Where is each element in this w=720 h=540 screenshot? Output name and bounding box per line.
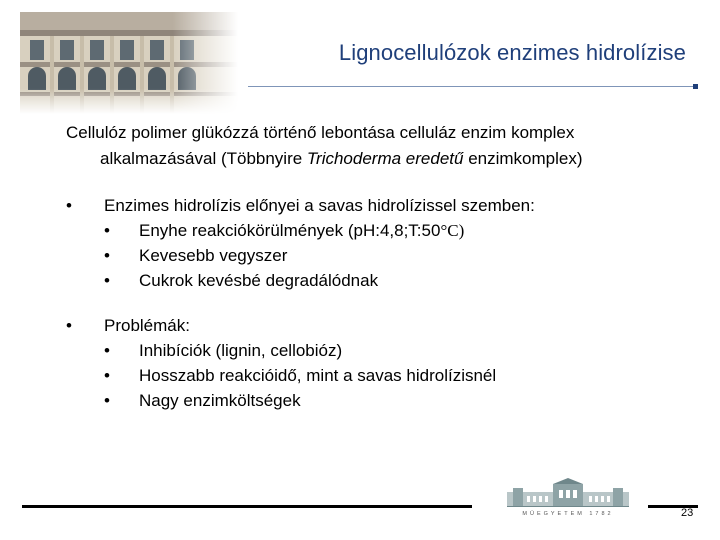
university-logo (503, 478, 633, 518)
sub-bullet-marker: • (104, 391, 110, 410)
sub-bullet-marker: • (104, 341, 110, 360)
sub-bullet-marker: • (104, 271, 110, 290)
footer-divider-left (22, 505, 472, 508)
title-divider (248, 86, 693, 87)
bullet-marker: • (66, 316, 72, 335)
sub-bullet-marker: • (104, 246, 110, 265)
sub-bullet-text-a: Enyhe reakciókörülmények (p (139, 221, 363, 240)
sub-bullet-text (139, 218, 464, 243)
intro-line-2 (66, 146, 696, 172)
sub-bullet-text: Inhibíciók (lignin, cellobióz) (139, 341, 343, 360)
title-divider-end (693, 84, 698, 89)
bullet-text: Enzimes hidrolízis előnyei a savas hidrolízissel szemben: (104, 196, 535, 215)
bullet-problems (66, 313, 696, 413)
page-number: 23 (681, 507, 694, 519)
sub-bullet-text: Cukrok kevésbé degradálódnak (139, 271, 379, 290)
sub-bullet-text: Hosszabb reakcióidő, mint a savas hidrolízisnél (139, 366, 497, 385)
sub-bullet-marker: • (104, 221, 110, 240)
bullet-advantages (66, 193, 696, 293)
intro-italic-term: Trichoderma eredetű (306, 149, 464, 168)
bullet-marker: • (66, 196, 72, 215)
intro-line-2-suffix: enzimkomplex) (463, 149, 583, 168)
intro-line-2-prefix: alkalmazásával (Többnyire (100, 149, 307, 168)
bullet-text: Problémák: (104, 316, 190, 335)
intro-paragraph (66, 120, 696, 172)
logo-caption: MŰEGYETEM 1782 (522, 511, 614, 517)
sub-bullet-text-b: H:4,8;T:50 (362, 221, 441, 240)
building-photo (20, 12, 238, 114)
sub-bullet-marker: • (104, 366, 110, 385)
intro-line-1: Cellulóz polimer glükózzá történő lebontása celluláz enzim komplex (66, 123, 575, 142)
temperature-unit: °C) (440, 221, 465, 240)
sub-bullet-text: Kevesebb vegyszer (139, 246, 288, 265)
slide-title: Lignocellulózok enzimes hidrolízise (338, 40, 686, 65)
sub-bullet-text: Nagy enzimköltségek (139, 391, 301, 410)
